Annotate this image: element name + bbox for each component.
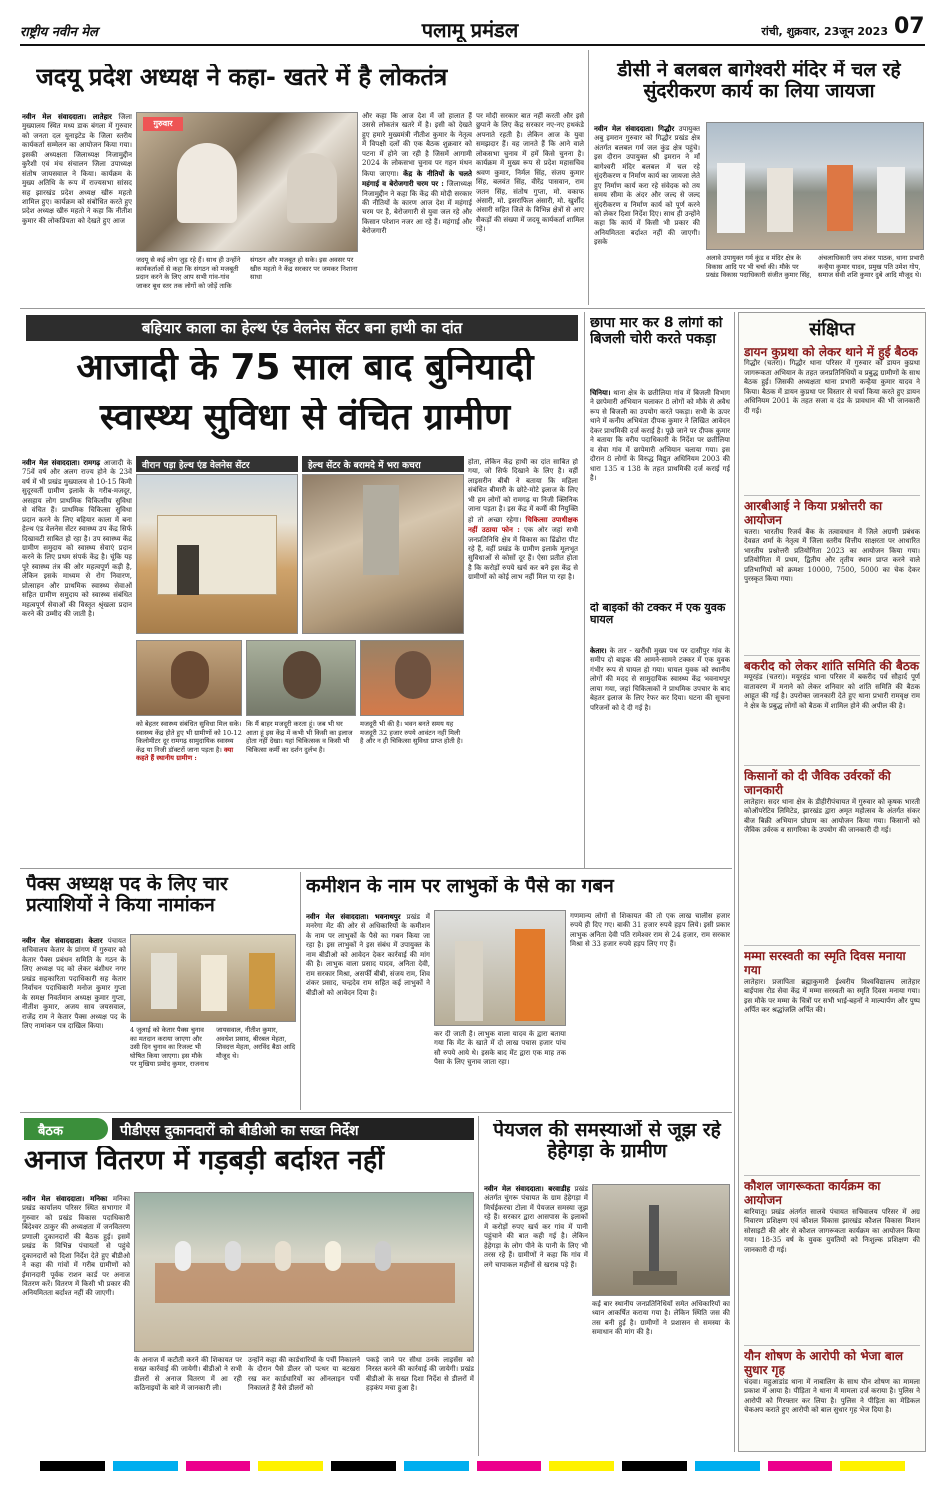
- column-divider: [300, 872, 301, 1110]
- issue-date: रांची, शुक्रवार, 23जून 2023: [761, 25, 888, 38]
- story3-photo-villager2: [246, 640, 356, 716]
- brief-body: चतरा। भारतीय रिजर्व बैंक के तत्वावधान में जिले अग्रणी प्रबंधक देवव्रत शर्मा के नेतृत्व में जिला स्तरीय वित्तीय साक्षरता पर आधारित भारतीय प्रश्नोत्तरी प्रतियोगिता 2023 का आयोजन किया गया। प्रतियोगिता में प्रथम, द्वितीय और तृतीय स्थान प्राप्त करने वाले प्रतिभागियों को क्रमशः 10000, 7500, 5000 का चेक देकर पुरस्कृत किया गया।: [744, 527, 920, 583]
- story3-col4-subhead: चिकित्सा उपाधीक्षक नहीं उठाया फोन :: [468, 514, 578, 535]
- page-number: 07: [894, 14, 925, 39]
- story8-dateline: नवीन मेल संवाददाता। मनिका: [22, 1194, 108, 1203]
- paper-name: राष्ट्रीय नवीन मेल: [20, 25, 98, 40]
- story2-body: उपायुक्त अबु इमरान गुरुवार को गिद्धौर प्रखंड क्षेत्र अंतर्गत बलबल गर्म जल कुंड क्षेत्र पहुंचे। इस दौरान उपायुक्त श्री इमरान ने माँ बागेश्वरी मंदिर बलबल में चल रहे सुंदरीकरण व निर्माण कार्य का जायजा लेते हुए निर्माण कार्य करा रहे संवेदक को तय समय सीमा के अंदर और जल्द से जल्द सुंदरीकरण व निर्माण कार्य को पूर्ण करने को लेकर दिशा निर्देश दिए। साथ ही उन्होंने कहा कि कार्य में किसी भी प्रकार की अनियमितता बर्दाश्त नहीं की जाएगी। इसके: [594, 125, 700, 247]
- section-divider: [20, 308, 925, 309]
- story8-headline: अनाज वितरण में गड़बड़ी बर्दाश्त नहीं: [24, 1146, 385, 1176]
- story7-dateline: नवीन मेल संवाददाता। भवनाथपुर: [306, 912, 401, 921]
- story3-caption-subhead: क्या कहते हैं स्थानीय ग्रामीण :: [136, 745, 234, 763]
- story9-column-1: [484, 1184, 588, 1456]
- story8-col3: उन्होंने कहा की कार्डधारियों के पर्ची निकालने के दौरान पैसे डीलर जो पत्थर या बटखरा रख कर कार्डधारियों का ऑनलाइन पर्ची निकालते हैं वैसे डीलरों को: [248, 1356, 360, 1393]
- story4-body: थाना क्षेत्र के छतीलिया गांव में बिजली विभाग ने छापेमारी अभियान चलाकर 8 लोगों को मौके से अवैध रूप से बिजली का उपयोग करते पकड़ा। सभी के ऊपर थाने में कनीय अभियंता दीपक कुमार ने लिखित आवेदन देकर प्राथमिकी दर्ज कराई है। पूछे जाने पर दीपक कुमार ने बताया कि वरीय पदाधिकारी के निर्देश पर छतीलिया व सेवा गांव में छापेमारी अभियान चलाया गया। इस दौरान 8 लोगों के विरुद्ध विद्युत अधिनियम 2003 की धारा 135 व 138 के तहत प्राथमिकी दर्ज कराई गई है।: [590, 389, 730, 482]
- brief-body: लातेहार। प्रजापिता ब्रह्माकुमारी ईश्वरीय विश्वविद्यालय लातेहार बाईपास रोड सेवा केंद्र में मम्मा सरस्वती का स्मृति दिवस मनाया गया। इस मौके पर मम्मा के चित्रों पर सभी भाई-बहनों ने माल्यार्पण और पुष्प अर्पित कर श्रद्धांजलि अर्पित की।: [744, 977, 920, 1015]
- story4-dateline: चिनिया।: [590, 388, 611, 397]
- masthead-rule: [20, 44, 925, 46]
- story6-column-1: [22, 936, 126, 1106]
- section-divider: [20, 868, 732, 869]
- story1-column-4: पर मोदी सरकार बात नहीं करती और इसे छुपाने के लिए केंद्र सरकार नए-नए हथकंडे अपनाते रहती है। लेकिन आज के युवा समझदार हैं। वह जानते हैं कि आने वाले लोकसभा चुनाव में हमें किसे चुनना है। कार्यक्रम में मुख्य रूप से प्रदेश महासचिव श्रवण कुमार, निर्मल सिंह, संजय कुमार सिंह, बलवंत सिंह, वीरेंद्र पासवान, राम जतन सिंह, संतोष गुप्ता, मो. वकाफ अंसारी, मो. इसराफिल अंसारी, मो. खुर्शीद अंसारी सहित जिले के विभिन्न क्षेत्रों से आए सैकड़ों की संख्या में जदयू कार्यकर्ता शामिल रहे।: [476, 112, 584, 234]
- story3-body: आजादी के 75वें वर्ष और अलग राज्य होने के 23वें वर्ष में भी प्रखंड मुख्यालय से 10-15 किमी सुदूरवर्ती ग्रामीण इलाके के गरीब-मजदूर, असहाय लोग प्राथमिक चिकित्सीय सुविधा से वंचित हैं। प्राथमिक चिकित्सा सुविधा प्रदान करने के लिए बहियार काला में बना हेल्थ एंड वेलनेस सेंटर स्वास्थ्य उप केंद्र सिर्फ दिखावटी साबित हो रहा है। उप स्वास्थ्य केंद्र ग्रामीण समुदाय को स्वास्थ्य सेवाएं प्रदान करने के लिए प्रथम संपर्क केंद्र है। चूंकि यह पूरे स्वास्थ्य तंत्र की ओर महत्वपूर्ण कड़ी है, लेकिन इसके माध्यम से रोग निवारण, प्रोत्साहन और प्राथमिक स्वास्थ्य सेवाओं सहित ग्रामीण समुदाय को स्वास्थ्य संबंधित महत्वपूर्ण सेवाओं की विस्तृत श्रृंखला प्रदान करने की उम्मीद की जाती है।: [22, 459, 132, 618]
- story2-column: [594, 124, 700, 304]
- story5-body: के तार - खरौंधी मुख्य पथ पर दासीपुर गांव के समीप दो बाइक की आमने-सामने टक्कर में एक युवक गंभीर रूप से घायल हो गया। घायल युवक को स्थानीय लोगों की मदद से सामुदायिक स्वास्थ्य केंद्र भवनाथपुर लाया गया, जहां चिकित्सकों ने प्राथमिक उपचार के बाद बेहतर इलाज के लिए रेफर कर दिया। घटना की सूचना परिजनों को दे दी गई है।: [590, 647, 730, 712]
- story8-strap: पीडीएस दुकानदारों को बीडीओ का सख्त निर्देश: [112, 1118, 474, 1140]
- story3-col4: होता, लेकिन केंद्र हाथी का दांत साबित हो गया, जो सिर्फ दिखाने के लिए है। वहीं लाइसरीन बीबी ने बताया कि महिला संबंधित बीमारी के छोटे-मोटे इलाज के लिए भी हम लोगों को रामगढ़ या निजी क्लिनिक जाना पड़ता है। इस केंद्र में कर्मी की नियुक्ति हो तो अच्छा रहेगा।: [468, 458, 578, 524]
- registration-color-strip: [40, 1461, 905, 1471]
- story3-caption-c: मजदूरी भी की है। भवन बनते समय यह मजदूरी 32 हजार रुपये आवंटन नहीं मिली है और न ही चिकित्सा सुविधा प्राप्त होती है।: [360, 720, 463, 746]
- brief-item: [744, 345, 920, 495]
- story6-headline: पैक्स अध्यक्ष पद के लिए चार प्रत्याशियों ने किया नामांकन: [26, 874, 228, 917]
- brief-item: [744, 495, 920, 655]
- story3-column-4: [468, 458, 578, 862]
- story7-col3: कर दी जाती है। लाभुक वाला यादव के द्वारा बताया गया कि मेंट के खाते में दो लाख पचास हजार पांच सौ रुपये आये थे। इसके बाद मेंट द्वारा एक माह तक पैसा के लिए चुनाव जाता रहा।: [434, 1030, 566, 1067]
- brief-headline: यौन शोषण के आरोपी को भेजा बाल सुधार गृह: [744, 1349, 903, 1378]
- story3-photo-villager3: [360, 640, 464, 716]
- story5-column: [590, 646, 730, 862]
- brief-item: [744, 945, 920, 1175]
- story9-dateline: नवीन मेल संवाददाता। बरवाडीह: [484, 1184, 571, 1193]
- section-divider: [20, 1112, 732, 1113]
- story9-col2: कई बार स्थानीय जनप्रतिनिधियों समेत अधिकारियों का ध्यान आकर्षित कराया गया है। लेकिन स्थिति जस की तस बनी हुई है। ग्रामीणों ने प्रशासन से समस्या के समाधान की मांग की है।: [592, 1300, 730, 1337]
- story1-dateline: नवीन मेल संवाददाता। लातेहार: [22, 112, 112, 121]
- brief-headline: बकरीद को लेकर शांति समिति की बैठक: [744, 659, 920, 673]
- story3-caption-a: [136, 720, 242, 862]
- story3-caption-b: कि मैं बाहर मजदूरी करता हूं। जब भी घर आता हूं इस केंद्र में कभी भी किसी का इलाज होता नहीं देखा। यहां चिकित्सक व किसी भी चिकित्सा कर्मी का दर्शन दुर्लभ है।: [246, 720, 353, 754]
- story3-photo-building: [136, 474, 298, 634]
- story7-photo: [434, 910, 566, 1026]
- story1-col3b: जिलाध्यक्ष निजामुद्दीन ने कहा कि केंद्र की मोदी सरकार की नीतियों के कारण आज देश में महंगाई चरम पर है, बेरोजगारी से युवा जल रहे और किसान परेशान नजर आ रहे हैं। महंगाई और बेरोजगारी: [362, 180, 472, 236]
- story6-photo: [130, 934, 296, 1022]
- story1-column-3: [362, 112, 472, 302]
- briefs-list: [739, 345, 925, 1445]
- brief-item: [744, 765, 920, 945]
- section-title: पलामू प्रमंडल: [421, 18, 519, 42]
- story8-col2: के अनाज में कटौती करने की शिकायत पर सख्त कार्रवाई की जायेगी। बीडीओ ने सभी डीलरों से अनाज वितरण में आ रही कठिनाइयों के बारे में जानकारी ली।: [134, 1356, 242, 1393]
- story1-subhead: केंद्र के नीतियों के चलते महंगाई व बेरोजगारी चरम पर :: [362, 168, 472, 189]
- briefs-title: संक्षिप्त: [809, 319, 855, 340]
- brief-item: [744, 1175, 920, 1345]
- story8-col4: पकड़े जाने पर सीधा उनके लाइसेंस को निरस्त करने की कार्रवाई की जायेगी। प्रखंड बीडीओ के सख्त दिशा निर्देश से डीलरों में हड़कंप मचा हुआ है।: [366, 1356, 474, 1393]
- story7-column-1: [306, 912, 430, 1106]
- story9-headline: पेयजल की समस्याओं से जूझ रहे हेहेगड़ा के ग्रामीण: [493, 1120, 721, 1163]
- story3-column-1: [22, 458, 132, 862]
- story3-photo1-label: वीरान पड़ा हेल्थ एंड वेलनेस सेंटर: [136, 456, 298, 472]
- brief-item: [744, 655, 920, 765]
- story2-photo: [706, 122, 924, 250]
- brief-headline: मम्मा सरस्वती का स्मृति दिवस मनाया गया: [744, 949, 906, 978]
- story1-photo: गुरुवार: [136, 112, 358, 252]
- story5-headline: दो बाइकों की टक्कर में एक युवक घायल: [590, 602, 726, 627]
- brief-body: लातेहार। सदर थाना क्षेत्र के डीहीरीपंचायत में गुरुवार को कृषक भारती कोऑपरेटिव लिमिटेड, झारखंड द्वारा अमृत महोत्सव के अंतर्गत संकर बीज बिक्री अभियान प्रोग्राम का आयोजन किया गया। किसानों को जैविक उर्वरक व सागरिका के उपयोग की जानकारी दी गई।: [744, 797, 920, 835]
- story3-photo-villager1: [136, 640, 242, 716]
- story8-body: मनिका प्रखंड कार्यालय परिसर स्थित सभागार में गुरुवार को प्रखंड विकास पदाधिकारी बिंदेश्वर ठाकुर की अध्यक्षता में जनवितरण प्रणाली दुकानदारों की बैठक हुई। इसमें प्रखंड के विभिन्न पंचायतों से पहुंचे दुकानदारों को दिशा निर्देश देते हुए बीडीओ ने कहा की गांवों में गरीब ग्रामीणों को ईमानदारी पूर्वक राशन कार्ड पर अनाज वितरण करें। वितरण में किसी भी प्रकार की अनियमितता बर्दाश्त नहीं की जाएगी।: [22, 1195, 130, 1298]
- story8-tag: बैठक: [24, 1118, 108, 1140]
- story5-dateline: केतार।: [590, 646, 607, 655]
- story2-dateline: नवीन मेल संवाददाता। गिद्धौर: [594, 124, 675, 133]
- story4-column: [590, 388, 730, 596]
- brief-item: [744, 1345, 920, 1445]
- briefs-panel: [738, 312, 926, 1452]
- story2-caption: अलावे उपायुक्त गर्म कुंड व मंदिर क्षेत्र के विकास आदि पर भी चर्चा की। मौके पर प्रखंड विकास पदाधिकारी संजीत कुमार सिंह, अंचलाधिकारी जय शंकर पाठक, थाना प्रभारी कन्हैया कुमार यादव, प्रमुख पति उमेश गोप, समाज सेवी शशि कुमार दुबे आदि मौजूद थे।: [706, 254, 924, 280]
- brief-headline: डायन कुप्रथा को लेकर थाने में हुई बैठक: [744, 345, 918, 359]
- story1-headline: जदयू प्रदेश अध्यक्ष ने कहा- खतरे में है लोकतंत्र: [36, 64, 448, 91]
- column-divider: [478, 1116, 479, 1456]
- story7-headline: कमीशन के नाम पर लाभुकों के पैसे का गबन: [306, 876, 614, 897]
- story1-col3: और कहा कि आज देश में जो हालात हैं उससे लोकतंत्र खतरे में है। इसी को देखते हुए हमारे मुख्यमंत्री नीतीश कुमार के नेतृत्व में विपक्षी दलों की एक बैठक शुक्रवार को पटना में होने जा रही है जिसमें आगामी 2024 के लोकसभा चुनाव पर गहन मंथन किया जाएगा।: [362, 112, 472, 178]
- story1-body: जिला मुख्यालय स्थित मध्य डाक बंगला में गुरुवार को जनता दल यूनाइटेड के जिला स्तरीय कार्यकर्ता सम्मेलन का आयोजन किया गया। इसकी अध्यक्षता जिलाध्यक्ष निजामुद्दीन कुरैशी एवं मंच संचालन जिला उपाध्यक्ष संतोष जायसवाल ने किया। कार्यक्रम के मुख्य अतिथि के रूप में राज्यसभा सांसद सह झारखंड प्रदेश अध्यक्ष खीरु महतो शामिल हुए। कार्यक्रम को संबोधित करते हुए प्रदेश अध्यक्ष खीरु महतो ने कहा कि नीतीश कुमार की लोकप्रियता को देखते हुए आज: [22, 113, 132, 225]
- story9-photo: [592, 1184, 730, 1296]
- story8-photo: [134, 1192, 474, 1352]
- story3-strap: बहियार काला का हेल्थ एंड वेलनेस सेंटर बना हाथी का दांत: [26, 315, 578, 341]
- brief-body: मयूरहंड (चतरा)। मयूरहंड थाना परिसर में बकरीद पर्व सौहार्द पूर्ण वातावरण में मनाने को लेकर शनिवार को शांति समिति की बैठक आहूत की गई है। उपरोक्त जानकारी देते हुए थाना प्रभारी रामवृक्ष राम ने क्षेत्र के प्रबुद्ध लोगों को बैठक में शामिल होने की अपील की है।: [744, 673, 920, 710]
- story3-dateline: नवीन मेल संवाददाता। रामगढ़: [22, 458, 101, 467]
- column-divider: [588, 50, 589, 305]
- brief-body: गिद्धौर (चतरा)। गिद्धौर थाना परिसर में गुरुवार को डायन कुप्रथा जागरूकता अभियान के तहत जनप्रतिनिधियों व प्रबुद्ध ग्रामीणों के साथ बैठक हुई। जिसकी अध्यक्षता थाना प्रभारी कन्हैया कुमार यादव ने किया। बैठक में डायन कुप्रथा पर विस्तार से चर्चा किया करते हुए डायन अधिनियम 2001 के तहत सजा व दंड के प्रावधान की भी जानकारी दी गई।: [744, 359, 920, 415]
- story7-col4: गणमान्य लोगों से शिकायत की तो एक लाख चालीस हजार रुपये ही दिए गए। बाकी 31 हजार रुपये हड़प लिये। इसी प्रकार लाभुक अनिता देवी पति रामेश्वर राम से 24 हजार, राम सरकार मिश्रा से 33 हजार रुपये हड़प लिए गए हैं।: [570, 912, 730, 949]
- story3-headline-line2: स्वास्थ्य सुविधा से वंचित ग्रामीण: [99, 398, 511, 438]
- story3-headline-line1: आजादी के 75 साल बाद बुनियादी: [76, 348, 534, 388]
- brief-headline: कौशल जागरूकता कार्यक्रम का आयोजन: [744, 1179, 881, 1208]
- story4-headline: छापा मार कर 8 लोगों को बिजली चोरी करते पकड़ा: [590, 316, 723, 347]
- story6-body: पंचायत सचिवालय केतार के प्रांगण में गुरुवार को केतार पैक्स प्रबंधन समिति के गठन के लिए अध्यक्ष पद को लेकर बंशीधर नगर प्रखंड सहकारिता पदाधिकारी सह केतार निर्वाचन पदाधिकारी मनोज कुमार गुप्ता के समक्ष निवर्तमान अध्यक्ष कुमार गुप्ता, नीतीश कुमार, अजय साव जयसवाल, राजेंद्र राम ने केतार पैक्स अध्यक्ष पद के लिए नामांकन पत्र दाखिल किया।: [22, 937, 126, 1030]
- story3-col4b: एक ओर जहां सभी जनप्रतिनिधि क्षेत्र में विकास का ढिंढोरा पीट रहे हैं, वहीं प्रखंड के ग्रामीण इलाके मूलभूत सुविधाओं से कोसों दूर हैं। ऐसा प्रतीत होता है कि करोड़ों रुपये खर्च कर बने इस केंद्र से ग्रामीणों को कोई लाभ नहीं मिल पा रहा है।: [468, 526, 578, 582]
- story9-body: प्रखंड अंतर्गत चुंगरू पंचायत के ग्राम हेहेगड़ा में मिर्चईकरचा टोला में पेयजल समस्या जूझ रहे हैं। सरकार द्वारा आसपास के इलाकों में करोड़ों रुपए खर्च कर गांव में पानी पहुंचाने की बात कही गई है। लेकिन हेहेगड़ा के लोग पीने के पानी के लिए भी तरस रहे हैं। ग्रामीणों ने कहा कि गांव में लगे चापाकल महीनों से खराब पड़े हैं।: [484, 1185, 588, 1269]
- story7-body: प्रखंड में मनरेगा मेंट की ओर से अधिकारियों के कमीशन के नाम पर लाभुकों के पैसे का गबन किया जा रहा है। इस लाभुकों ने इस संबंध में उपायुक्त के नाम बीडीओ को आवेदन देकर कार्रवाई की मांग की है। लाभुक वाला प्रसाद यादव, अनिता देवी, राम सरकार मिश्रा, असर्फी बीबी, संजय राम, शिव शंकर प्रसाद, चन्द्रदेव राम सहित कई लाभुकों ने बीडीओ को आवेदन दिया है।: [306, 913, 430, 997]
- story2-headline: डीसी ने बलबल बागेश्वरी मंदिर में चल रहे सुंदरीकरण कार्य का लिया जायजा: [617, 60, 901, 103]
- brief-headline: किसानों को दी जैविक उर्वरकों की जानकारी: [744, 769, 891, 798]
- story6-caption: 4 जुलाई को केतार पैक्स चुनाव का मतदान कराया जाएगा और उसी दिन चुनाव का रिजल्ट भी घोषित किया जाएगा। इस मौके पर मुखिया प्रमोद कुमार, राजनाथ जायसवाल, नीतीश कुमार, अवधेश प्रसाद, बीरबल मेहता, शिवदत्त मेहता, अरविंद बैठा आदि मौजूद थे।: [130, 1026, 296, 1069]
- story3-photo2-label: हेल्थ सेंटर के बरामदे में भरा कचरा: [302, 456, 464, 472]
- story3-photo-veranda: [302, 474, 464, 634]
- brief-body: चंदवा। महुआडांड थाना में नाबालिग के साथ यौन शोषण का मामला प्रकाश में आया है। पीड़िता ने थाना में मामला दर्ज कराया है। पुलिस ने आरोपी को गिरफ्तार कर लिया है। पुलिस ने पीड़िता का मेडिकल चेकअप कराते हुए आरोपी को बाल सुधार गृह भेज दिया है।: [744, 1377, 920, 1415]
- story3-caption-a-text: को बेहतर स्वास्थ्य संबंधित सुविधा मिल सके। स्वास्थ्य केंद्र होते हुए भी ग्रामीणों को 10-12 किलोमीटर दूर रामगढ़ सामुदायिक स्वास्थ्य केंद्र या निजी डॉक्टरों जाना पड़ता है।: [136, 720, 242, 754]
- brief-headline: आरबीआई ने किया प्रश्नोत्तरी का आयोजन: [744, 499, 883, 528]
- column-divider: [734, 312, 735, 1452]
- story6-dateline: नवीन मेल संवाददाता। केतार: [22, 936, 103, 945]
- story1-column-1: [22, 112, 132, 277]
- story8-column-1: [22, 1194, 130, 1456]
- column-divider: [584, 312, 585, 868]
- brief-body: बारियातू। प्रखंड अंतर्गत सालवे पंचायत सचिवालय परिसर में अग्र निवारण प्रशिक्षण एवं कौशल विकास झारखंड कौशल विकास मिशन सोसाइटी की ओर से कौशल जागरूकता कार्यक्रम का आयोजन किया गया। 18-35 वर्ष के युवक युवतियों को निःशुल्क प्रशिक्षण की जानकारी दी गई।: [744, 1207, 920, 1254]
- story1-photo-caption: जदयू से कई लोग जुड़ रहे हैं। साथ ही उन्होंने कार्यकर्ताओं से कहा कि संगठन को मजबूती प्रदान करने के लिए आप सभी गांव-गांव जाकर बूथ स्तर तक लोगों को जोड़ें ताकि संगठन और मजबूत हो सके। इस अवसर पर खीरु महतो ने केंद्र सरकार पर जमकर निशाना साधा: [136, 256, 358, 290]
